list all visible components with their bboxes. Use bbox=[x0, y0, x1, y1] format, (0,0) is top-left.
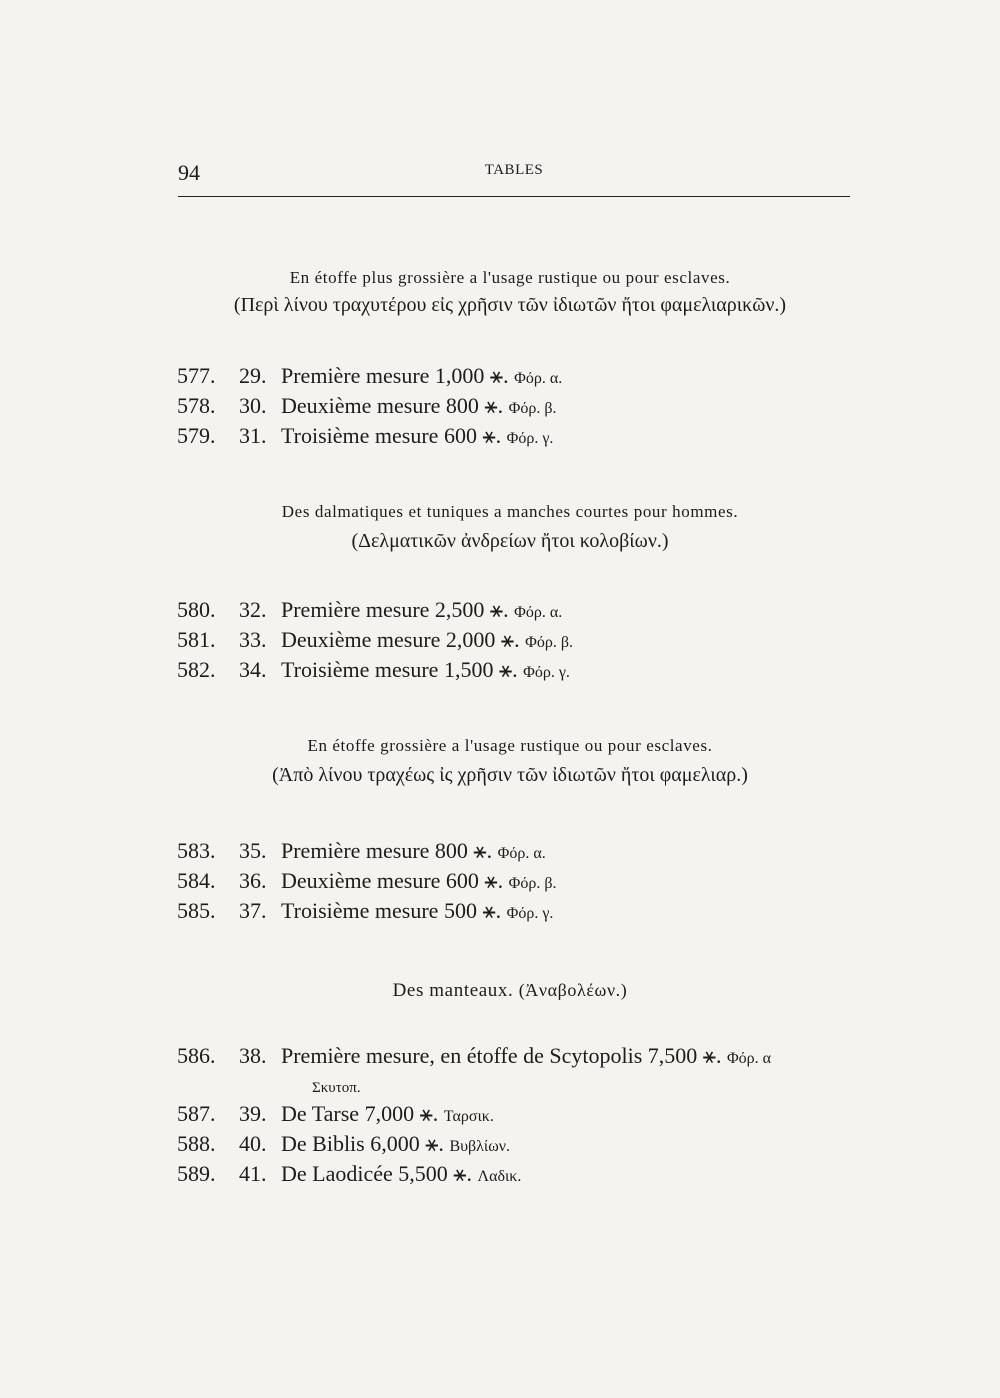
list-item bbox=[177, 898, 553, 924]
entry-greek: Φόρ. α. bbox=[514, 604, 563, 621]
list-item bbox=[177, 1101, 494, 1127]
entry-number: 580. bbox=[177, 597, 216, 622]
entry-number: 582. bbox=[177, 657, 216, 682]
entry-greek: Φόρ. α bbox=[726, 1050, 772, 1067]
entry-number: 577. bbox=[177, 363, 216, 388]
entry-number: 589. bbox=[177, 1161, 216, 1186]
entry-greek: Φόρ. β. bbox=[525, 634, 573, 651]
running-title: TABLES bbox=[484, 162, 544, 178]
entry-greek: Φόρ. γ. bbox=[523, 664, 570, 681]
page-number: 94 bbox=[178, 160, 200, 185]
list-item bbox=[177, 393, 556, 419]
list-item bbox=[177, 1161, 521, 1187]
entry-text: Deuxième mesure 600 ⚹. bbox=[281, 868, 504, 893]
entry-text: Troisième mesure 500 ⚹. bbox=[281, 898, 502, 923]
entry-greek: Φόρ. β. bbox=[508, 400, 557, 417]
header-rule bbox=[178, 196, 850, 197]
section-heading: En étoffe plus grossière a l'usage rustique ou pour esclaves. bbox=[289, 268, 731, 287]
entry-number: 581. bbox=[177, 627, 216, 652]
article-number: 38. bbox=[239, 1043, 267, 1068]
article-number: 33. bbox=[239, 627, 267, 652]
list-item bbox=[177, 838, 546, 864]
page-header bbox=[178, 158, 850, 198]
article-number: 39. bbox=[239, 1101, 267, 1126]
entry-number: 587. bbox=[177, 1101, 216, 1126]
entry-text: Troisième mesure 600 ⚹. bbox=[281, 423, 502, 448]
entry-number: 584. bbox=[177, 868, 216, 893]
entry-text: De Biblis 6,000 ⚹. bbox=[281, 1131, 444, 1156]
entry-text: Première mesure 1,000 ⚹. bbox=[281, 363, 509, 388]
entry-number: 585. bbox=[177, 898, 216, 923]
article-number: 34. bbox=[239, 657, 267, 682]
entry-greek: Φόρ. α. bbox=[514, 370, 563, 387]
entry-text: Deuxième mesure 2,000 ⚹. bbox=[281, 627, 520, 652]
list-item bbox=[177, 868, 556, 894]
list-item bbox=[177, 363, 562, 389]
article-number: 29. bbox=[239, 363, 267, 388]
article-number: 30. bbox=[239, 393, 267, 418]
list-item bbox=[177, 1131, 510, 1157]
entry-text: Deuxième mesure 800 ⚹. bbox=[281, 393, 504, 418]
entry-number: 586. bbox=[177, 1043, 216, 1068]
entry-text: De Laodicée 5,500 ⚹. bbox=[281, 1161, 472, 1186]
section-greek-subtitle: (Δελματικῶν ἀνδρείων ἤτοι κολοβίων.) bbox=[351, 530, 669, 552]
article-number: 36. bbox=[239, 868, 267, 893]
list-item bbox=[177, 657, 570, 683]
entry-text: Première mesure 2,500 ⚹. bbox=[281, 597, 509, 622]
entry-text: Première mesure, en étoffe de Scytopolis 7,500 ⚹. bbox=[281, 1043, 722, 1068]
entry-greek: Φόρ. β. bbox=[508, 875, 557, 892]
entry-greek: Βυβλίων. bbox=[449, 1138, 510, 1155]
section-heading bbox=[150, 980, 870, 1002]
entry-greek: Φόρ. α. bbox=[497, 845, 546, 862]
entry-number: 578. bbox=[177, 393, 216, 418]
article-number: 41. bbox=[239, 1161, 267, 1186]
list-item bbox=[177, 597, 562, 623]
entry-greek: Φόρ. γ. bbox=[506, 430, 554, 447]
list-item bbox=[177, 1043, 771, 1069]
entry-greek: Λαδικ. bbox=[477, 1168, 522, 1185]
entry-text: De Tarse 7,000 ⚹. bbox=[281, 1101, 439, 1126]
article-number: 40. bbox=[239, 1131, 267, 1156]
article-number: 37. bbox=[239, 898, 267, 923]
section-title: Des manteaux. bbox=[392, 980, 514, 1001]
article-number: 31. bbox=[239, 423, 267, 448]
entry-text: Première mesure 800 ⚹. bbox=[281, 838, 493, 863]
section-greek-subtitle: (Ἀπὸ λίνου τραχέως ἰς χρῆσιν τῶν ἰδιωτῶν ἤτοι φαμελιαρ.) bbox=[272, 764, 748, 786]
list-item bbox=[177, 423, 553, 449]
entry-greek: Φόρ. γ. bbox=[506, 905, 554, 922]
entry-continuation: Σκυτοπ. bbox=[312, 1080, 361, 1096]
article-number: 35. bbox=[239, 838, 267, 863]
entry-number: 579. bbox=[177, 423, 216, 448]
list-item bbox=[177, 627, 573, 653]
section-greek-subtitle: (Ἀναβολέων.) bbox=[518, 980, 628, 1000]
entry-text: Troisième mesure 1,500 ⚹. bbox=[281, 657, 518, 682]
section-heading: Des dalmatiques et tuniques a manches courtes pour hommes. bbox=[281, 502, 739, 521]
entry-number: 583. bbox=[177, 838, 216, 863]
article-number: 32. bbox=[239, 597, 267, 622]
section-greek-subtitle: (Περὶ λίνου τραχυτέρου εἰς χρῆσιν τῶν ἰδιωτῶν ἤτοι φαμελιαρικῶν.) bbox=[233, 294, 787, 316]
entry-number: 588. bbox=[177, 1131, 216, 1156]
entry-greek: Ταρσικ. bbox=[443, 1108, 494, 1125]
section-heading: En étoffe grossière a l'usage rustique ou pour esclaves. bbox=[307, 736, 713, 755]
